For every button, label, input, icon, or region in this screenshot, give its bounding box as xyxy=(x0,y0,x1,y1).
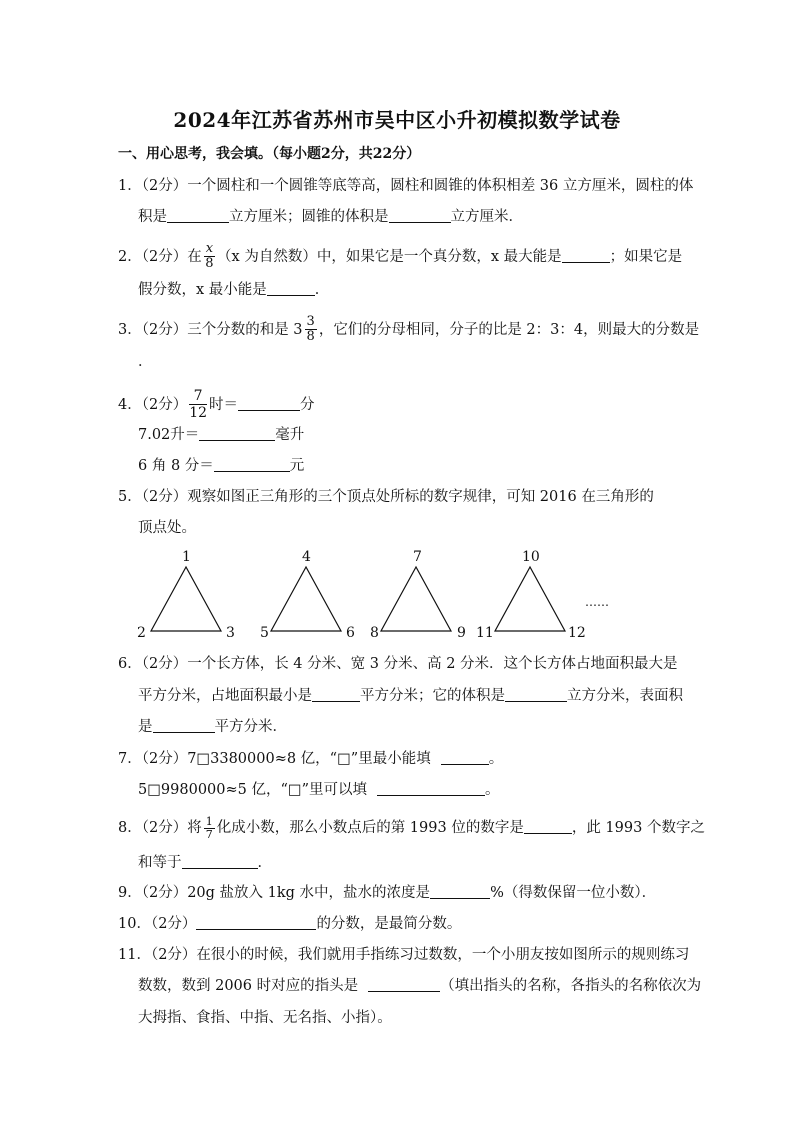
q7-text-a2: 。 xyxy=(488,751,504,767)
question-10-line-1 xyxy=(118,914,461,934)
triangle-3-right-label: 9 xyxy=(457,625,466,641)
triangle-1-top-label: 1 xyxy=(182,549,191,565)
q6-text-b2: 平方分米；它的体积是 xyxy=(360,688,505,704)
q7-answer-blank-1[interactable] xyxy=(441,750,489,765)
q6-text-b1: 平方分米，占地面积最小是 xyxy=(138,688,312,704)
q4-text-l3b: 元 xyxy=(289,458,305,474)
fraction-1-over-7 xyxy=(204,816,215,841)
triangle-4 xyxy=(495,567,565,631)
q1-answer-blank-1[interactable] xyxy=(167,208,229,223)
q11-text-b1: 数数，数到 2006 时对应的指头是 xyxy=(138,978,359,994)
sequence-ellipsis: …… xyxy=(585,595,609,609)
q11-answer-blank[interactable] xyxy=(368,977,440,992)
q2-text-pre: 2．（2分）在 xyxy=(118,249,202,265)
q7-answer-blank-2[interactable] xyxy=(377,781,485,796)
q4-answer-blank-2[interactable] xyxy=(199,426,275,441)
question-9-line-1 xyxy=(118,883,656,903)
fraction-denominator: 12 xyxy=(189,405,208,421)
fraction-x-over-8 xyxy=(204,242,215,271)
q8-text-b1: 和等于 xyxy=(138,855,182,871)
q6-text-c1: 是 xyxy=(138,719,153,735)
question-7-line-1 xyxy=(118,749,503,769)
q10-text-a1: 10．（2分） xyxy=(118,916,197,932)
q6-text-b3: 立方分米，表面积 xyxy=(567,688,683,704)
q8-text-post2: ，此 1993 个数字之 xyxy=(571,820,705,836)
q2-text-post: （x 为自然数）中，如果它是一个真分数，x 最大能是 xyxy=(217,249,562,265)
triangle-4-right-label: 12 xyxy=(568,625,586,641)
page-title: 2024年江苏省苏州市吴中区小升初模拟数学试卷 xyxy=(173,108,621,132)
q3-text-post: ，它们的分母相同，分子的比是 2：3：4，则最大的分数是 xyxy=(318,322,700,338)
question-8-line-1 xyxy=(118,816,705,841)
q9-text-a2: %（得数保留一位小数）． xyxy=(490,885,657,901)
q9-answer-blank[interactable] xyxy=(430,884,490,899)
question-7-line-2 xyxy=(138,780,500,800)
question-3-line-1 xyxy=(118,315,699,344)
question-3-line-2: ． xyxy=(138,354,153,370)
triangle-2-left-label: 5 xyxy=(260,625,269,641)
q6-answer-blank-2[interactable] xyxy=(505,687,567,702)
q8-answer-blank-1[interactable] xyxy=(524,819,572,834)
triangle-1 xyxy=(151,567,221,631)
fraction-denominator: 8 xyxy=(205,256,214,271)
q4-text-l2a: 7.02升＝ xyxy=(138,427,200,443)
fraction-3-over-8 xyxy=(305,315,317,344)
q4-text-post2: 分 xyxy=(300,397,315,413)
question-11-line-1: 11．（2分）在很小的时候，我们就用手指练习过数数，一个小朋友按如图所示的规则练习 xyxy=(118,947,690,963)
q2-answer-blank-2[interactable] xyxy=(267,281,315,296)
q4-text-l2b: 毫升 xyxy=(275,427,305,443)
triangle-3 xyxy=(381,567,451,631)
q6-answer-blank-1[interactable] xyxy=(312,687,360,702)
question-4-line-3 xyxy=(138,456,304,476)
q2-text-b2: ． xyxy=(314,282,330,298)
q6-answer-blank-3[interactable] xyxy=(153,718,215,733)
q1-answer-blank-2[interactable] xyxy=(389,208,451,223)
question-1-line-1: 1．（2分）一个圆柱和一个圆锥等底等高，圆柱和圆锥的体积相差 36 立方厘米，圆柱的体 xyxy=(118,178,694,194)
question-8-line-2 xyxy=(138,853,272,873)
q4-answer-blank-1[interactable] xyxy=(238,396,300,411)
question-11-line-3: 大拇指、食指、中指、无名指、小指）。 xyxy=(138,1010,392,1026)
triangle-4-left-label: 11 xyxy=(476,625,494,641)
q9-text-a1: 9．（2分）20g 盐放入 1kg 水中，盐水的浓度是 xyxy=(118,885,431,901)
triangle-figure xyxy=(134,545,614,645)
q7-text-a1: 7．（2分）7□3380000≈8 亿，“□”里最小能填 xyxy=(118,751,431,767)
question-2-line-2 xyxy=(138,280,329,300)
q4-text-l3a: 6 角 8 分＝ xyxy=(138,458,214,474)
q2-text-post2: ；如果它是 xyxy=(609,249,683,265)
q10-text-a2: 的分数，是最简分数。 xyxy=(316,916,462,932)
fraction-denominator: 7 xyxy=(205,828,213,841)
fraction-numerator: 3 xyxy=(306,314,315,329)
triangle-3-top-label: 7 xyxy=(413,549,422,565)
fraction-7-over-12 xyxy=(189,388,207,421)
q3-text-pre: 3．（2分）三个分数的和是 3 xyxy=(118,322,303,338)
question-5-line-2: 顶点处。 xyxy=(138,520,196,536)
q11-text-b2: （填出指头的名称，各指头的名称依次为 xyxy=(440,978,702,994)
q8-text-pre: 8．（2分）将 xyxy=(118,820,202,836)
triangle-2 xyxy=(271,567,341,631)
question-11-line-2 xyxy=(138,976,701,996)
question-1-line-2 xyxy=(138,207,523,227)
triangle-2-top-label: 4 xyxy=(302,549,311,565)
section-heading: 一、用心思考，我会填。（每小题2分，共22分） xyxy=(118,146,421,162)
q6-text-c2: 平方分米． xyxy=(214,719,287,735)
triangle-3-left-label: 8 xyxy=(370,625,379,641)
question-2-line-1 xyxy=(118,242,682,271)
question-4-line-1 xyxy=(118,388,315,421)
q1-text-3: 立方厘米． xyxy=(450,209,523,225)
q4-answer-blank-3[interactable] xyxy=(214,457,290,472)
question-4-line-2 xyxy=(138,425,304,445)
triangle-1-left-label: 2 xyxy=(137,625,146,641)
question-5-line-1: 5．（2分）观察如图正三角形的三个顶点处所标的数字规律，可知 2016 在三角形的 xyxy=(118,489,654,505)
q4-text-post1: 时＝ xyxy=(209,397,239,413)
question-6-line-2 xyxy=(138,686,683,706)
q7-text-b1: 5□9980000≈5 亿，“□”里可以填 xyxy=(138,782,368,798)
q2-answer-blank-1[interactable] xyxy=(562,248,610,263)
triangle-1-right-label: 3 xyxy=(226,625,235,641)
question-6-line-1: 6．（2分）一个长方体，长 4 分米、宽 3 分米、高 2 分米．这个长方体占地面积最大是 xyxy=(118,656,678,672)
q8-text-post1: 化成小数，那么小数点后的第 1993 位的数字是 xyxy=(216,820,524,836)
fraction-denominator: 8 xyxy=(306,329,315,344)
q4-text-pre: 4．（2分） xyxy=(118,397,188,413)
q10-answer-blank[interactable] xyxy=(196,915,316,930)
triangle-4-top-label: 10 xyxy=(522,549,540,565)
q2-text-b1: 假分数，x 最小能是 xyxy=(138,282,267,298)
fraction-numerator: 7 xyxy=(189,388,207,405)
fraction-numerator: 1 xyxy=(205,815,213,828)
fraction-numerator: x xyxy=(205,241,214,256)
triangle-2-right-label: 6 xyxy=(346,625,355,641)
q8-text-b2: ． xyxy=(257,855,272,871)
q1-text-1: 积是 xyxy=(138,209,167,225)
q7-text-b2: 。 xyxy=(485,782,500,798)
q1-text-2: 立方厘米；圆锥的体积是 xyxy=(229,209,389,225)
q8-answer-blank-2[interactable] xyxy=(182,854,258,869)
question-6-line-3 xyxy=(138,717,287,737)
